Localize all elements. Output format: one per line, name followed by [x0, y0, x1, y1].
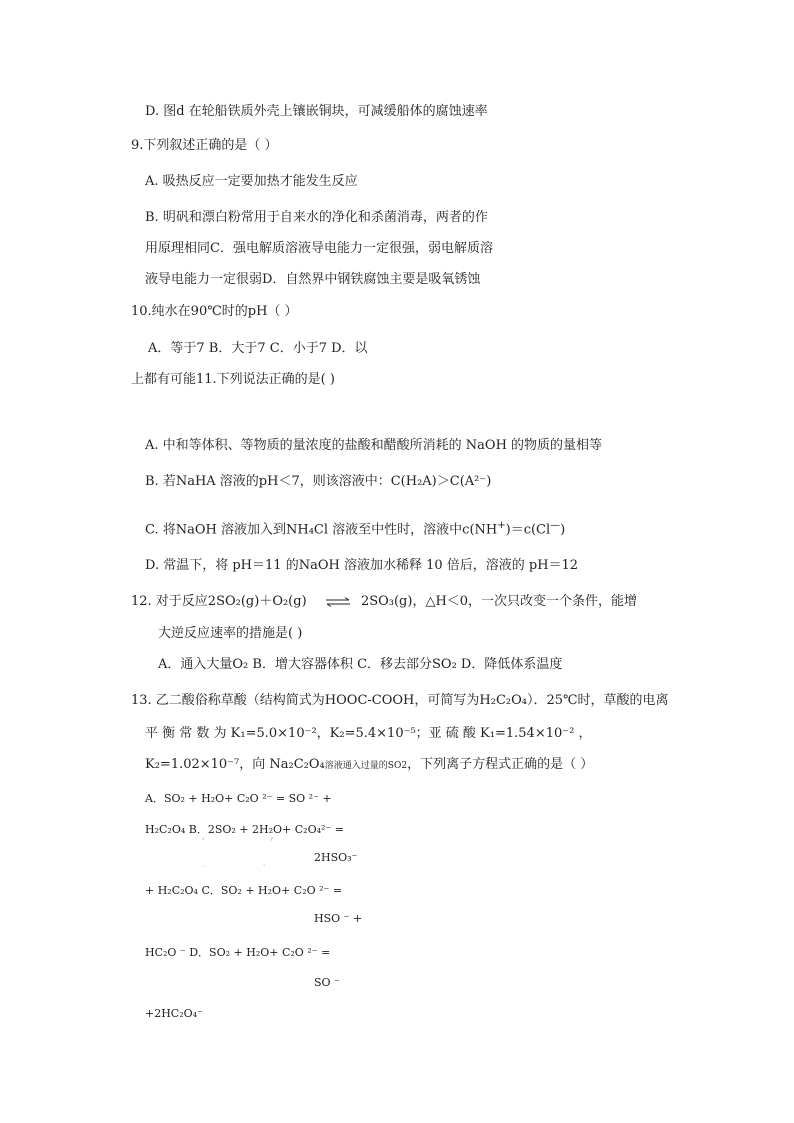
- subscript-fragment: ˏ: [203, 859, 206, 867]
- q11-option-c: [145, 518, 565, 538]
- question-13-line2: 平 衡 常 数 为 K₁=5.0×10⁻²，K₂=5.4×10⁻⁵；亚 硫 酸 K₁=1.54×10⁻² ，: [145, 726, 592, 741]
- subscript-fragment: ˀ: [271, 837, 273, 845]
- q12-stem-cont: 大逆反应速率的措施是( ): [158, 626, 303, 641]
- q9-option-b-line3: 液导电能力一定很弱D．自然界中钢铁腐蚀主要是吸氧锈蚀: [145, 272, 481, 287]
- q11-c-text2: )＝c(Cl: [505, 522, 551, 538]
- q13-equation-c-line2: HSO ⁻ +: [314, 912, 363, 925]
- q13-text-small: 溶液通入过量的SO2: [324, 761, 408, 771]
- question-12-stem: [131, 594, 637, 610]
- q11-option-b: B. 若NaHA 溶液的pH＜7，则该溶液中：C(H₂A)＞C(A²⁻): [145, 474, 492, 489]
- q13-equation-b-line2: 2HSO₃⁻: [314, 851, 358, 864]
- q12-options: A．通入大量O₂ B．增大容器体积 C．移去部分SO₂ D．降低体系温度: [158, 657, 563, 672]
- q8-option-d: D. 图d 在轮船铁质外壳上镶嵌铜块，可减缓船体的腐蚀速率: [145, 104, 488, 119]
- q9-option-a: A. 吸热反应一定要加热才能发生反应: [145, 174, 358, 189]
- q13-equation-d-line3: +2HC₂O₄⁻: [145, 1007, 203, 1020]
- question-9-stem: 9.下列叙述正确的是（ ）: [131, 138, 278, 153]
- q11-c-plus: +: [497, 520, 506, 531]
- q12-text-post: 2SO₃(g)，△H＜0，一次只改变一个条件，能增: [360, 594, 638, 609]
- q11-c-end: ): [560, 522, 566, 538]
- q11-option-d: D. 常温下，将 pH＝11 的NaOH 溶液加水稀释 10 倍后，溶液的 pH＝12: [145, 558, 579, 573]
- q13-equation-b-line3: + H₂C₂O₄ C．SO₂ + H₂O+ C₂O ²⁻ =: [145, 884, 343, 897]
- q13-equation-d-line2: SO ⁻: [314, 976, 340, 989]
- q10-options: A．等于7 B．大于7 C．小于7 D．以: [148, 341, 368, 356]
- question-13-line1: 13. 乙二酸俗称草酸（结构简式为HOOC-COOH，可简写为H₂C₂O₄）．25℃时，草酸的电离: [131, 693, 669, 708]
- q9-option-b-line2: 用原理相同C．强电解质溶液导电能力一定很强，弱电解质溶: [145, 241, 493, 256]
- q12-text-pre: 12. 对于反应2SO₂(g)＋O₂(g): [131, 594, 307, 609]
- q13-equation-c-line3: HC₂O ⁻ D．SO₂ + H₂O+ C₂O ²⁻ =: [145, 946, 331, 959]
- q13-equation-a-line2: H₂C₂O₄ B．2SO₂ + 2H₂O+ C₂O₄²⁻ =: [145, 823, 344, 836]
- q11-c-text: C. 将NaOH 溶液加入到NH₄Cl 溶液至中性时，溶液中c(NH: [145, 522, 498, 538]
- question-10-stem: 10.纯水在90℃时的pH（ ）: [131, 304, 298, 319]
- q11-c-minus: —: [550, 520, 561, 531]
- subscript-fragment: ʻ: [202, 837, 205, 845]
- q10-continuation: 上都有可能11.下列说法正确的是( ): [131, 372, 335, 387]
- q13-equation-a-line1: A．SO₂ + H₂O+ C₂O ²⁻ = SO ²⁻ +: [145, 792, 332, 805]
- q11-option-a: A. 中和等体积、等物质的量浓度的盐酸和醋酸所消耗的 NaOH 的物质的量相等: [145, 438, 603, 453]
- q9-option-b-line1: B. 明矾和漂白粉常用于自来水的净化和杀菌消毒，两者的作: [145, 210, 488, 225]
- subscript-fragment: ˎ: [263, 858, 266, 866]
- equilibrium-arrow-icon: [325, 597, 351, 607]
- q13-text-a: K₂=1.02×10⁻⁷，向 Na₂C₂O₄: [145, 757, 325, 772]
- q13-text-c: ，下列离子方程式正确的是（ ）: [407, 757, 594, 772]
- question-13-line3: [145, 757, 593, 774]
